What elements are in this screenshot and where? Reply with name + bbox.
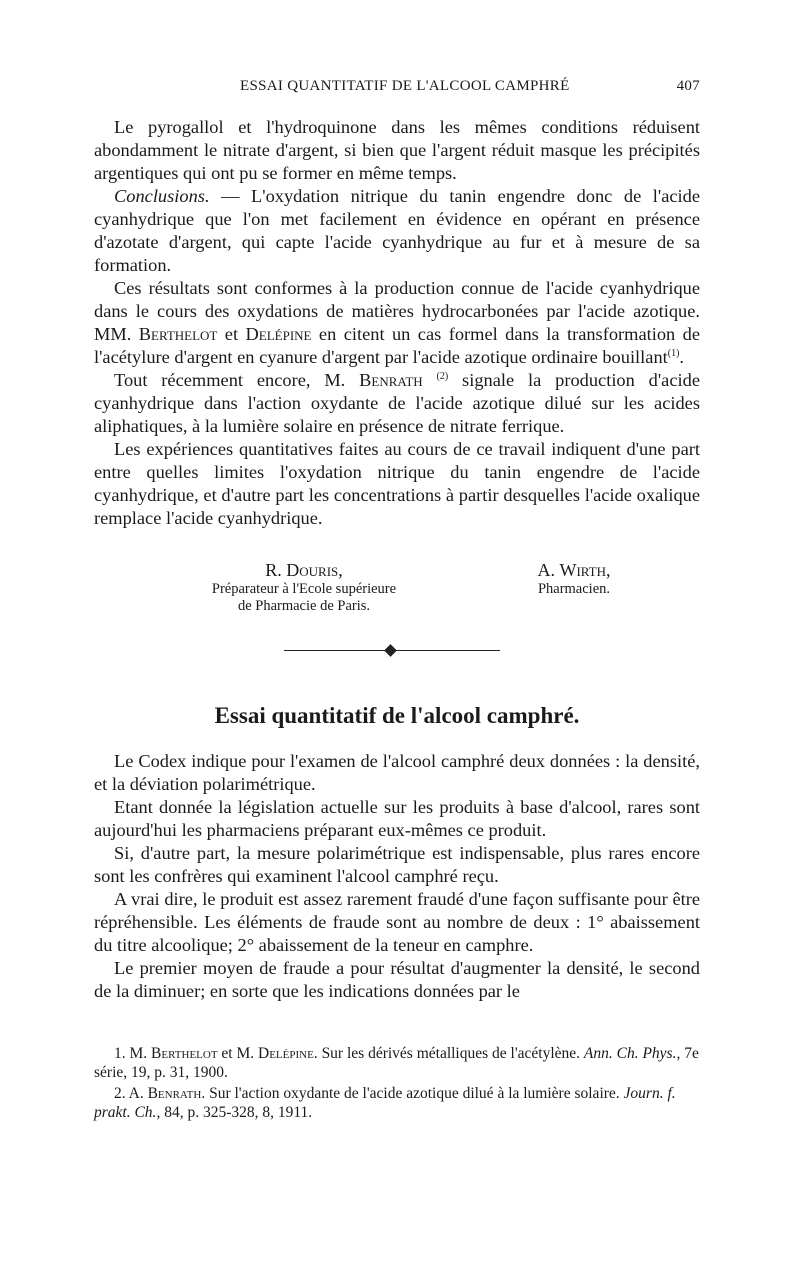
author-name: Benrath xyxy=(359,370,423,390)
paragraph: Conclusions. — L'oxydation nitrique du tanin engendre donc de l'acide cyanhydrique que l'on met facilement en évidence en opérant en présence d'azotate d'argent, qui capte l'acide cyanhydrique au fur et à mesure de sa formation. xyxy=(94,186,700,275)
signatures xyxy=(94,560,700,620)
paragraph: Tout récemment encore, M. Benrath $^{(2)}$ signale la production d'acide cyanhydrique dans l'action oxydante de l'acide azotique dilué sur les acides aliphatiques, à la lumière solaire en présence de nitrate ferrique. xyxy=(94,370,700,436)
journal-name: Ann. Ch. Phys. xyxy=(583,1045,677,1062)
article2-title: Essai quantitatif de l'alcool camphré. xyxy=(214,703,580,728)
author-name: Delépine xyxy=(258,1045,314,1062)
signature-name: Wirth xyxy=(559,560,607,580)
footnotes xyxy=(94,1044,700,1124)
author-name: Berthelot xyxy=(138,324,218,344)
running-title: ESSAI QUANTITATIF DE L'ALCOOL CAMPHRÉ xyxy=(240,78,570,94)
paragraph: Etant donnée la législation actuelle sur les produits à base d'alcool, rares sont aujourd'hui les pharmaciens préparant eux-mêmes ce produit. xyxy=(94,797,700,840)
footnote-ref: (1) xyxy=(667,348,680,359)
paragraph: Le pyrogallol et l'hydroquinone dans les mêmes conditions réduisent abondamment le nitrate d'argent, si bien que l'argent réduit masque les précipités argentiques qui ont pu se former en même temps. xyxy=(94,117,700,183)
paragraph: Le premier moyen de fraude a pour résultat d'augmenter la densité, le second de la diminuer; en sorte que les indications données par le xyxy=(94,958,700,1001)
diamond-ornament-icon xyxy=(384,644,397,657)
author-name: Delépine xyxy=(245,324,312,344)
page-number: 407 xyxy=(676,78,700,94)
paragraph: Le Codex indique pour l'examen de l'alcool camphré deux données : la densité, et la déviation polarimétrique. xyxy=(94,751,700,794)
article2-body xyxy=(94,750,700,1003)
paragraph: Si, d'autre part, la mesure polarimétrique est indispensable, plus rares encore sont les confrères qui examinent l'alcool camphré reçu. xyxy=(94,843,700,886)
signature-wirth: A. Wirth, Pharmacien. xyxy=(504,560,644,598)
paragraph: A vrai dire, le produit est assez rarement fraudé d'une façon suffisante pour être répréhensible. Les éléments de fraude sont au nombre de deux : 1° abaissement du titre alcoolique; 2° abaissement de la teneur en camphre. xyxy=(94,889,700,955)
footnote-2: 2. A. Benrath. Sur l'action oxydante de l'acide azotique dilué à la lumière solaire. Journ. f. prakt. Ch., 84, p. 325-328, 8, 1911. xyxy=(94,1085,676,1121)
signature-role: Préparateur à l'Ecole supérieure xyxy=(211,581,397,597)
footnote-ref: (2) xyxy=(436,371,449,382)
footnote-1: 1. M. Berthelot et M. Delépine. Sur les dérivés métalliques de l'acétylène. Ann. Ch. Phys., 7e série, 19, p. 31, 1900. xyxy=(94,1045,699,1081)
running-head xyxy=(94,78,700,102)
article1-body xyxy=(94,116,700,530)
paragraph: Ces résultats sont conformes à la production connue de l'acide cyanhydrique dans le cours des oxydations de matières hydrocarbonées par l'acide azotique. MM. Berthelot et Delépine en citent un cas formel dans la transformation de l'acétylure d'argent en cyanure d'argent par l'acide azotique ordinaire bouillant$^{(1)}$. xyxy=(94,278,701,367)
author-name: Berthelot xyxy=(151,1045,218,1062)
signature-douris: R. Douris, Préparateur à l'Ecole supérieure de Pharmacie de Paris. xyxy=(154,560,454,615)
author-name: Benrath xyxy=(147,1085,202,1102)
signature-role: Pharmacien. xyxy=(537,581,611,597)
conclusions-label: Conclusions. xyxy=(114,186,210,206)
signature-role: de Pharmacie de Paris. xyxy=(237,598,371,614)
section-divider xyxy=(284,645,500,657)
signature-name: Douris xyxy=(286,560,339,580)
journal-name: Journ. f. prakt. Ch. xyxy=(94,1085,676,1121)
paragraph: Les expériences quantitatives faites au cours de ce travail indiquent d'une part entre quelles limites l'oxydation nitrique du tanin engendre de l'acide cyanhydrique, et d'autre part les concentrations à partir desquelles l'acide oxalique remplace l'acide cyanhydrique. xyxy=(94,439,700,528)
